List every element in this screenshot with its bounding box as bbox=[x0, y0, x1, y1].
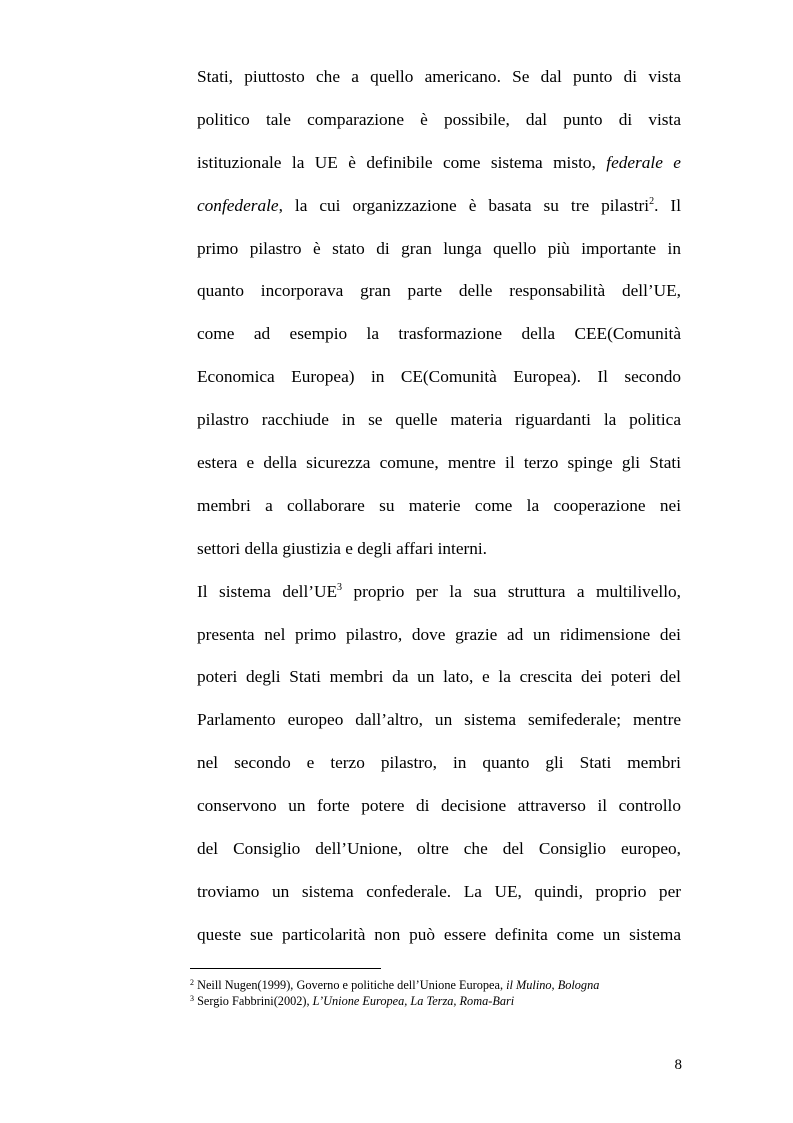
text-line bbox=[197, 228, 681, 271]
text-segment: proprio per la sua struttura a multilivello, bbox=[342, 581, 681, 601]
text-line bbox=[197, 399, 681, 442]
text-segment: estera e della sicurezza comune, mentre il terzo spinge gli Stati bbox=[197, 453, 681, 473]
text-segment: troviamo un sistema confederale. La UE, quindi, proprio per bbox=[197, 881, 681, 901]
footnote-reference: 2 bbox=[649, 195, 655, 207]
text-line bbox=[197, 56, 681, 99]
text-segment: istituzionale la UE è definibile come sistema misto, bbox=[197, 152, 607, 172]
text-segment: Parlamento europeo dall’altro, un sistema semifederale; mentre bbox=[197, 710, 681, 730]
text-segment: del Consiglio dell’Unione, oltre che del Consiglio europeo, bbox=[197, 839, 681, 859]
text-line bbox=[197, 614, 681, 657]
text-segment: presenta nel primo pilastro, dove grazie ad un ridimensione dei bbox=[197, 624, 681, 644]
footnote bbox=[190, 977, 690, 993]
text-segment: Economica Europea) in CE(Comunità Europea). Il secondo bbox=[197, 367, 681, 387]
text-line bbox=[197, 442, 681, 485]
text-line bbox=[197, 356, 681, 399]
text-line bbox=[197, 142, 681, 185]
footnote-text: Neill Nugen(1999), Governo e politiche dell’Unione Europea, bbox=[194, 978, 507, 992]
italic-text: federale e bbox=[606, 152, 681, 172]
page-number: 8 bbox=[674, 1057, 682, 1073]
footnote-divider bbox=[190, 968, 381, 969]
text-line bbox=[197, 871, 681, 914]
footnote-text: Sergio Fabbrini(2002), bbox=[194, 994, 313, 1008]
text-segment: pilastro racchiude in se quelle materia riguardanti la politica bbox=[197, 410, 681, 430]
footnote-number: 3 bbox=[190, 994, 194, 1003]
footnote-publisher: L’Unione Europea, La Terza, Roma-Bari bbox=[312, 994, 515, 1008]
text-line bbox=[197, 528, 681, 571]
text-segment: Stati, piuttosto che a quello americano. Se dal punto di vista bbox=[197, 67, 681, 86]
text-segment: , la cui organizzazione è basata su tre pilastri bbox=[278, 195, 650, 215]
text-line bbox=[197, 185, 681, 228]
footnote-publisher: il Mulino, Bologna bbox=[506, 978, 600, 992]
text-segment: Il sistema dell’UE bbox=[197, 581, 338, 601]
text-segment: settori della giustizia e degli affari interni. bbox=[197, 538, 488, 558]
text-segment: come ad esempio la trasformazione della CEE(Comunità bbox=[197, 324, 681, 344]
text-segment: quanto incorporava gran parte delle responsabilità dell’UE, bbox=[197, 281, 681, 301]
text-segment: membri a collaborare su materie come la cooperazione nei bbox=[197, 495, 681, 515]
text-segment: conservono un forte potere di decisione attraverso il controllo bbox=[197, 796, 681, 816]
body-text bbox=[197, 56, 681, 957]
text-line bbox=[197, 656, 681, 699]
text-line bbox=[197, 699, 681, 742]
footnote-number: 2 bbox=[190, 978, 194, 987]
text-segment: poteri degli Stati membri da un lato, e la crescita dei poteri del bbox=[197, 667, 681, 687]
text-segment: . Il bbox=[654, 195, 681, 215]
text-line bbox=[197, 485, 681, 528]
text-segment: queste sue particolarità non può essere definita come un sistema bbox=[197, 924, 681, 944]
text-line bbox=[197, 914, 681, 957]
text-segment: nel secondo e terzo pilastro, in quanto gli Stati membri bbox=[197, 753, 681, 773]
text-segment: politico tale comparazione è possibile, dal punto di vista bbox=[197, 109, 681, 129]
text-line bbox=[197, 270, 681, 313]
text-line bbox=[197, 828, 681, 871]
text-line bbox=[197, 99, 681, 142]
footnotes bbox=[190, 977, 690, 1009]
footnote bbox=[190, 993, 690, 1009]
text-line bbox=[197, 742, 681, 785]
italic-text: confederale bbox=[197, 195, 279, 215]
text-line bbox=[197, 785, 681, 828]
footnote-reference: 3 bbox=[337, 581, 343, 593]
text-line bbox=[197, 571, 681, 614]
text-line bbox=[197, 313, 681, 356]
text-segment: primo pilastro è stato di gran lunga quello più importante in bbox=[197, 238, 681, 258]
